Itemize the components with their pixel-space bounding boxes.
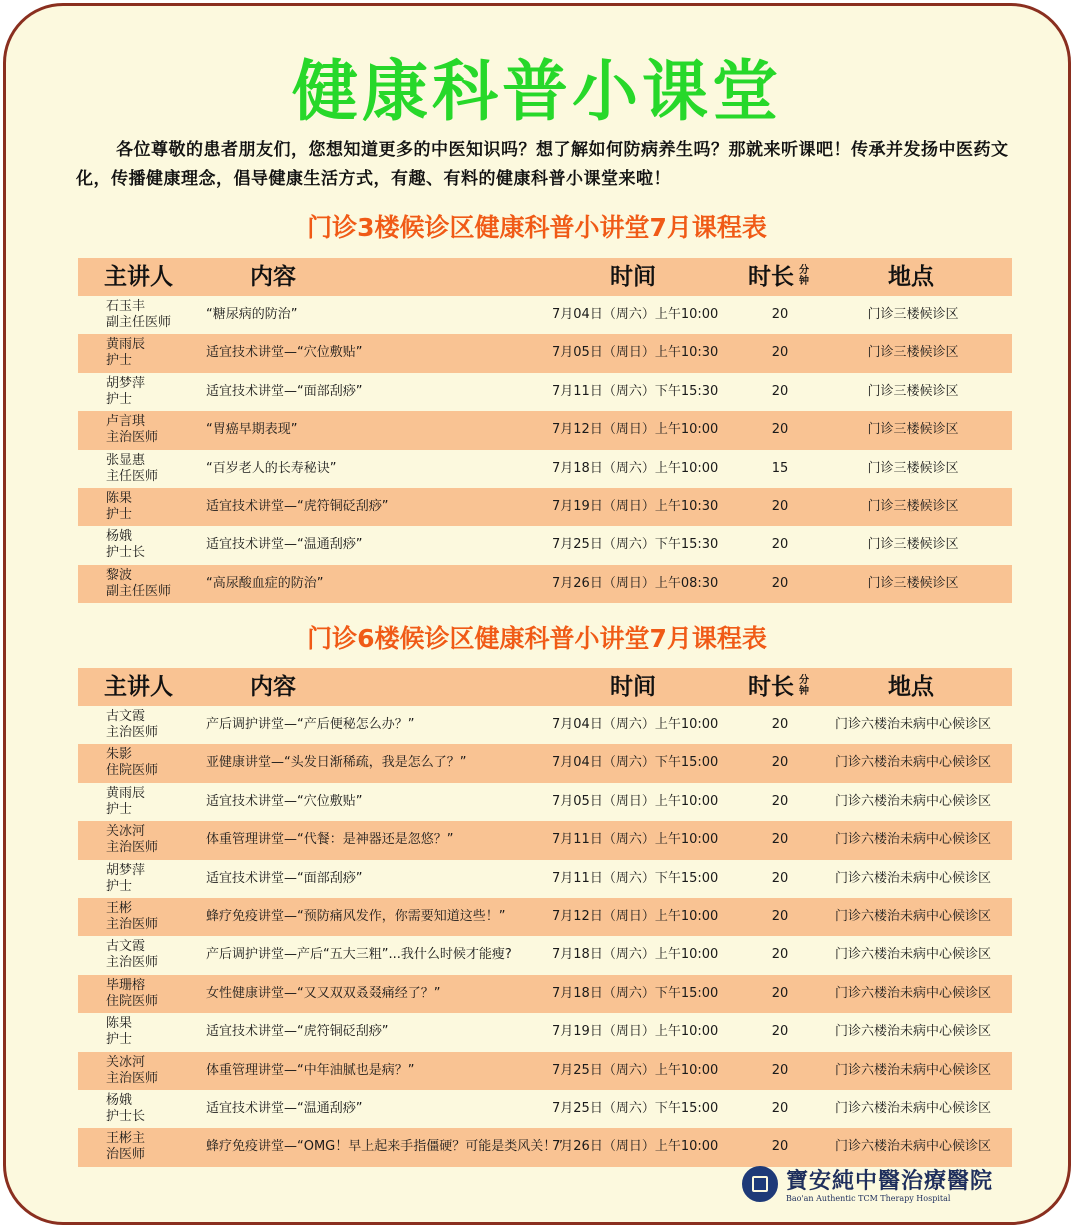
hospital-emblem-icon (742, 1166, 778, 1202)
speaker-name: 王彬主 (106, 1131, 146, 1147)
hospital-name-en: Bao'an Authentic TCM Therapy Hospital (786, 1194, 951, 1203)
section2-title: 门诊6楼候诊区健康科普小讲堂7月课程表 (307, 624, 767, 653)
time-cell: 7月18日（周六）上午10:00 (552, 460, 719, 476)
duration-cell: 20 (771, 422, 789, 438)
header-time: 时间 (610, 674, 656, 700)
location-cell: 门诊六楼治未病中心候诊区 (834, 1062, 991, 1078)
speaker-role: 护士 (106, 506, 133, 522)
time-cell: 7月04日（周六）下午15:00 (552, 755, 719, 771)
speaker-cell (106, 978, 158, 1010)
content-cell: “糖尿病的防治” (206, 307, 298, 322)
content-cell: 适宜技术讲堂—“面部刮痧” (206, 870, 363, 886)
location-cell: 门诊六楼治未病中心候诊区 (834, 985, 991, 1001)
speaker-role: 护士 (106, 878, 133, 894)
speaker-role: 护士长 (106, 1108, 146, 1124)
duration-cell: 20 (771, 307, 789, 322)
duration-cell: 20 (771, 383, 789, 399)
content-cell: 适宜技术讲堂—“穴位敷贴” (206, 793, 363, 809)
location-cell: 门诊三楼候诊区 (867, 537, 959, 553)
header-duration: 时长 (748, 674, 794, 700)
duration-cell: 20 (771, 1139, 789, 1155)
duration-cell: 20 (771, 870, 789, 886)
table-row (78, 744, 1012, 782)
location-cell: 门诊三楼候诊区 (867, 383, 959, 399)
section1-title: 门诊3楼候诊区健康科普小讲堂7月课程表 (307, 213, 767, 242)
table-row (78, 565, 1012, 603)
duration-cell: 15 (771, 460, 789, 476)
speaker-name: 杨娥 (106, 1092, 133, 1108)
duration-cell: 20 (771, 575, 789, 591)
table-header (78, 668, 1012, 706)
speaker-cell (106, 491, 132, 523)
speaker-cell (106, 863, 145, 895)
table-row (78, 783, 1012, 821)
speaker-name: 毕珊榕 (106, 977, 146, 993)
content-cell: 适宜技术讲堂—“面部刮痧” (206, 383, 363, 399)
location-cell: 门诊六楼治未病中心候诊区 (834, 1100, 991, 1116)
speaker-name: 陈果 (106, 490, 133, 506)
speaker-role: 主治医师 (106, 430, 159, 446)
header-time: 时间 (610, 264, 656, 290)
time-cell: 7月04日（周六）上午10:00 (552, 307, 719, 322)
duration-cell: 20 (771, 1100, 789, 1116)
time-cell: 7月25日（周六）下午15:00 (552, 1100, 719, 1116)
duration-cell: 20 (771, 755, 789, 771)
table-row (78, 860, 1012, 898)
speaker-cell (106, 901, 158, 933)
content-cell: “百岁老人的长寿秘诀” (206, 460, 337, 476)
header-duration-unit: 分钟 (799, 265, 809, 287)
content-cell: 适宜技术讲堂—“温通刮痧” (206, 537, 363, 553)
location-cell: 门诊三楼候诊区 (867, 498, 959, 514)
table-row (78, 488, 1012, 526)
time-cell: 7月11日（周六）下午15:00 (552, 870, 719, 886)
speaker-cell (106, 709, 158, 741)
location-cell: 门诊六楼治未病中心候诊区 (834, 1139, 991, 1155)
speaker-role: 护士 (106, 353, 133, 369)
content-cell: 适宜技术讲堂—“虎符铜砭刮痧” (206, 498, 389, 514)
speaker-cell (106, 299, 171, 331)
table-row (78, 411, 1012, 449)
speaker-role: 副主任医师 (106, 315, 172, 330)
speaker-cell (106, 747, 158, 779)
speaker-name: 古文霞 (106, 939, 146, 955)
location-cell: 门诊六楼治未病中心候诊区 (834, 908, 991, 924)
location-cell: 门诊六楼治未病中心候诊区 (834, 1024, 991, 1040)
content-cell: 适宜技术讲堂—“温通刮痧” (206, 1100, 363, 1116)
table-row (78, 373, 1012, 411)
content-cell: 体重管理讲堂—“代餐：是神器还是忽悠？” (206, 832, 454, 848)
content-cell: “高尿酸血症的防治” (206, 575, 324, 591)
speaker-cell (106, 453, 158, 485)
header-location: 地点 (888, 264, 934, 290)
content-cell: 适宜技术讲堂—“穴位敷贴” (206, 345, 363, 361)
speaker-role: 住院医师 (106, 763, 159, 779)
speaker-cell (106, 939, 158, 971)
speaker-name: 胡梦萍 (106, 862, 146, 878)
speaker-name: 陈果 (106, 1016, 133, 1032)
duration-cell: 20 (771, 908, 789, 924)
content-cell: 亚健康讲堂—“头发日渐稀疏，我是怎么了？” (206, 755, 467, 771)
poster-frame (3, 3, 1071, 1225)
speaker-cell (106, 337, 145, 369)
table-body (78, 706, 1012, 1167)
speaker-role: 主治医师 (106, 955, 159, 971)
speaker-role: 主治医师 (106, 1070, 159, 1086)
time-cell: 7月25日（周六）上午10:00 (552, 1062, 719, 1078)
table-row (78, 296, 1012, 334)
content-cell: 蜂疗免疫讲堂—“OMG！早上起来手指僵硬？可能是类风关！” (206, 1139, 563, 1155)
duration-cell: 20 (771, 947, 789, 963)
speaker-name: 石玉丰 (106, 299, 146, 314)
time-cell: 7月05日（周日）上午10:00 (552, 793, 719, 809)
content-cell: 适宜技术讲堂—“虎符铜砭刮痧” (206, 1024, 389, 1040)
speaker-name: 关冰河 (106, 1054, 146, 1070)
speaker-name: 黄雨辰 (106, 337, 146, 353)
location-cell: 门诊三楼候诊区 (867, 460, 959, 476)
table-body (78, 296, 1012, 603)
location-cell: 门诊三楼候诊区 (867, 422, 959, 438)
speaker-cell (106, 414, 158, 446)
time-cell: 7月19日（周日）上午10:30 (552, 498, 719, 514)
speaker-role: 主治医师 (106, 725, 159, 740)
speaker-cell (106, 529, 145, 561)
time-cell: 7月26日（周日）上午10:00 (552, 1139, 719, 1155)
poster-title: 健康科普小课堂 (292, 53, 782, 130)
header-duration: 时长 (748, 264, 794, 290)
header-speaker: 主讲人 (104, 674, 173, 700)
table-row (78, 526, 1012, 564)
header-duration-unit: 分钟 (799, 675, 809, 697)
location-cell: 门诊六楼治未病中心候诊区 (834, 717, 991, 732)
duration-cell: 20 (771, 793, 789, 809)
location-cell: 门诊六楼治未病中心候诊区 (834, 755, 991, 771)
hospital-logo (740, 1162, 994, 1210)
schedule-table-6f (78, 668, 1012, 1167)
speaker-role: 主任医师 (106, 468, 159, 484)
speaker-name: 黎波 (106, 567, 133, 583)
speaker-name: 关冰河 (106, 824, 146, 840)
header-content: 内容 (250, 674, 296, 700)
time-cell: 7月04日（周六）上午10:00 (552, 717, 719, 732)
time-cell: 7月26日（周日）上午08:30 (552, 575, 719, 591)
speaker-role: 主治医师 (106, 840, 159, 856)
location-cell: 门诊六楼治未病中心候诊区 (834, 870, 991, 886)
hospital-name-cn: 寶安純中醫治療醫院 (786, 1168, 994, 1194)
speaker-role: 护士 (106, 801, 133, 817)
duration-cell: 20 (771, 537, 789, 553)
speaker-name: 杨娥 (106, 529, 133, 545)
content-cell: 体重管理讲堂—“中年油腻也是病？” (206, 1062, 415, 1078)
time-cell: 7月11日（周六）下午15:30 (552, 383, 719, 399)
table-row (78, 821, 1012, 859)
speaker-cell (106, 824, 158, 856)
content-cell: 产后调护讲堂—产后“五大三粗”...我什么时候才能瘦? (206, 947, 512, 963)
duration-cell: 20 (771, 1024, 789, 1040)
time-cell: 7月18日（周六）下午15:00 (552, 985, 719, 1001)
table-row (78, 1128, 1012, 1166)
speaker-name: 张显惠 (106, 452, 146, 468)
location-cell: 门诊三楼候诊区 (867, 575, 959, 591)
table-row (78, 1052, 1012, 1090)
time-cell: 7月19日（周日）上午10:00 (552, 1024, 719, 1040)
location-cell: 门诊六楼治未病中心候诊区 (834, 832, 991, 848)
location-cell: 门诊三楼候诊区 (867, 307, 959, 322)
content-cell: 产后调护讲堂—“产后便秘怎么办？” (206, 717, 415, 732)
content-cell: 女性健康讲堂—“又又双双叒叕痛经了？” (206, 985, 441, 1001)
speaker-cell (106, 376, 145, 408)
content-cell: “胃癌早期表现” (206, 422, 298, 438)
duration-cell: 20 (771, 345, 789, 361)
speaker-name: 黄雨辰 (106, 785, 146, 801)
time-cell: 7月11日（周六）上午10:00 (552, 832, 719, 848)
table-row (78, 706, 1012, 744)
header-speaker: 主讲人 (104, 264, 173, 290)
location-cell: 门诊六楼治未病中心候诊区 (834, 947, 991, 963)
speaker-name: 朱影 (106, 747, 133, 763)
speaker-role: 护士长 (106, 545, 146, 561)
speaker-name: 古文霞 (106, 709, 146, 724)
speaker-cell (106, 1131, 145, 1163)
schedule-table-3f (78, 258, 1012, 603)
duration-cell: 20 (771, 498, 789, 514)
speaker-role: 副主任医师 (106, 583, 172, 599)
time-cell: 7月12日（周日）上午10:00 (552, 908, 719, 924)
content-cell: 蜂疗免疫讲堂—“预防痛风发作，你需要知道这些！” (206, 908, 506, 924)
table-row (78, 1013, 1012, 1051)
time-cell: 7月18日（周六）上午10:00 (552, 947, 719, 963)
speaker-cell (106, 786, 145, 818)
speaker-cell (106, 1093, 145, 1125)
location-cell: 门诊三楼候诊区 (867, 345, 959, 361)
duration-cell: 20 (771, 717, 789, 732)
table-row (78, 975, 1012, 1013)
duration-cell: 20 (771, 832, 789, 848)
speaker-role: 护士 (106, 391, 133, 407)
speaker-name: 卢言琪 (106, 414, 146, 430)
header-content: 内容 (250, 264, 296, 290)
table-row (78, 936, 1012, 974)
location-cell: 门诊六楼治未病中心候诊区 (834, 793, 991, 809)
intro-paragraph: 各位尊敬的患者朋友们，您想知道更多的中医知识吗？想了解如何防病养生吗？那就来听课吧！传承并发扬中医药文化，传播健康理念，倡导健康生活方式，有趣、有料的健康科普小课堂来啦！ (76, 140, 1009, 189)
time-cell: 7月12日（周日）上午10:00 (552, 422, 719, 438)
speaker-role: 主治医师 (106, 916, 159, 932)
speaker-name: 胡梦萍 (106, 375, 146, 391)
time-cell: 7月25日（周六）下午15:30 (552, 537, 719, 553)
duration-cell: 20 (771, 985, 789, 1001)
table-row (78, 334, 1012, 372)
speaker-cell (106, 568, 171, 600)
speaker-cell (106, 1055, 158, 1087)
table-row (78, 450, 1012, 488)
speaker-role: 护士 (106, 1032, 133, 1048)
speaker-name: 王彬 (106, 900, 133, 916)
header-location: 地点 (888, 674, 934, 700)
speaker-cell (106, 1016, 132, 1048)
speaker-role: 住院医师 (106, 993, 159, 1009)
speaker-role: 治医师 (106, 1147, 146, 1163)
table-header (78, 258, 1012, 296)
duration-cell: 20 (771, 1062, 789, 1078)
table-row (78, 1090, 1012, 1128)
time-cell: 7月05日（周日）上午10:30 (552, 345, 719, 361)
table-row (78, 898, 1012, 936)
